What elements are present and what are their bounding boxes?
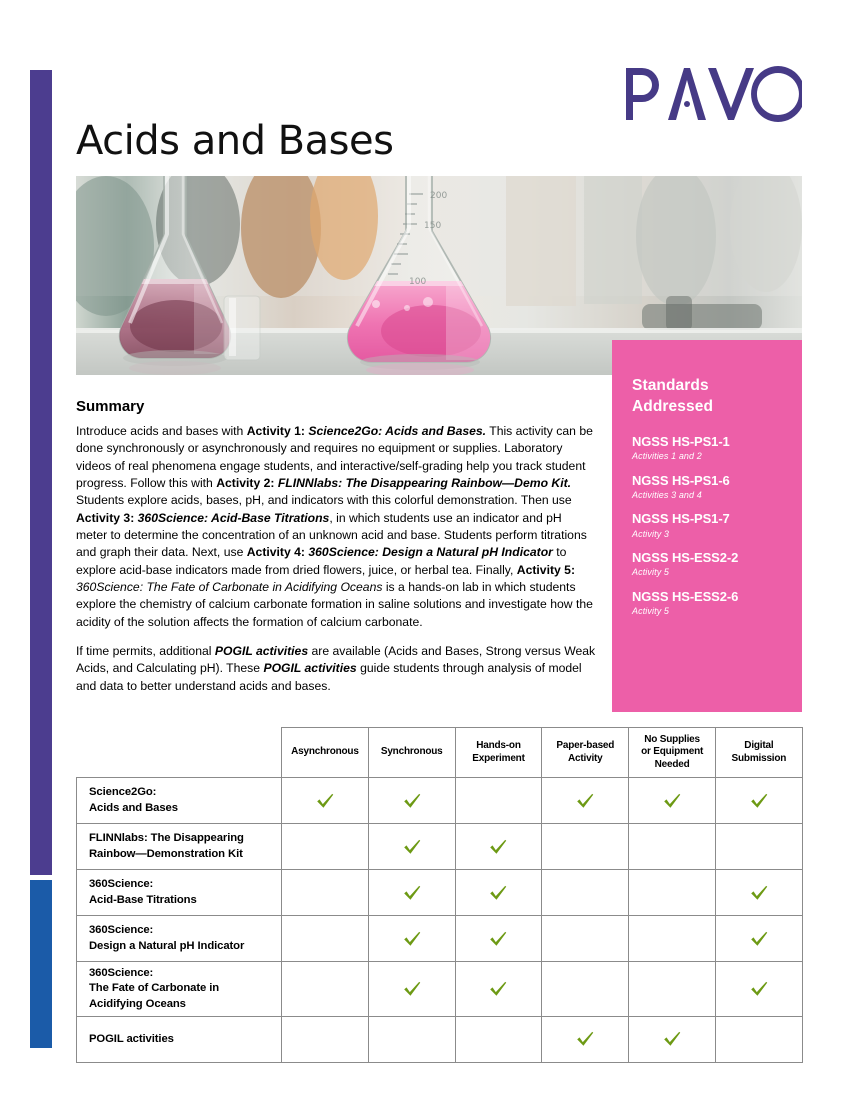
table-row: [77, 824, 803, 870]
check-icon: [401, 882, 423, 904]
header-line: Activity: [568, 752, 603, 764]
summary-heading: Summary: [76, 398, 145, 415]
check-icon: [661, 1028, 683, 1050]
pavo-logo-wordmark: [624, 64, 802, 124]
check-icon: [748, 882, 770, 904]
row-label-line: 360Science:: [89, 967, 154, 979]
matrix-cell-empty: [455, 1016, 542, 1062]
matrix-cell-empty: [542, 870, 629, 916]
standard-item-5: [632, 589, 802, 619]
matrix-cell-checked: [715, 870, 802, 916]
check-icon: [401, 836, 423, 858]
svg-text:150: 150: [424, 221, 442, 231]
summary-bold-italic: POGIL activities: [214, 643, 309, 658]
matrix-cell-empty: [542, 916, 629, 962]
matrix-cell-checked: [715, 778, 802, 824]
check-icon: [661, 790, 683, 812]
standard-code: NGSS HS-PS1-7: [632, 511, 730, 527]
summary-bold-italic: 360Science: Acid-Base Titrations: [137, 510, 330, 525]
matrix-cell-checked: [368, 778, 455, 824]
standards-title-line2: Addressed: [632, 397, 714, 415]
summary-bold: Activity 4:: [246, 545, 309, 560]
check-icon: [574, 1028, 596, 1050]
matrix-row-label: [77, 870, 282, 916]
pavo-logo: [624, 64, 802, 133]
sidebar-accent-bar-blue: [30, 880, 52, 1048]
header-line: or Equipment: [641, 746, 704, 758]
matrix-cell-checked: [282, 778, 369, 824]
summary-text: are available (Acids and Bases, Strong versus Weak Acids, and Calculating pH). These: [76, 643, 596, 676]
check-icon: [574, 790, 596, 812]
header-line: Asynchronous: [291, 746, 359, 758]
row-label-line: 360Science:: [89, 878, 154, 891]
matrix-cell-empty: [715, 824, 802, 870]
matrix-cell-empty: [282, 870, 369, 916]
matrix-cell-checked: [368, 870, 455, 916]
matrix-cell-empty: [282, 916, 369, 962]
summary-text: Students explore acids, bases, pH, and indicators with this colorful demonstration. Then use: [76, 493, 572, 508]
summary-bold-italic: FLINNlabs: The Disappearing Rainbow—Demo Kit.: [277, 475, 572, 490]
row-label-line: Acidifying Oceans: [89, 997, 186, 1010]
matrix-cell-checked: [715, 962, 802, 1017]
header-line: No Supplies: [644, 733, 700, 745]
matrix-cell-checked: [455, 824, 542, 870]
table-row: [77, 962, 803, 1017]
standard-item-1: [632, 434, 802, 464]
check-icon: [748, 978, 770, 1000]
table-row: [77, 870, 803, 916]
table-row: [77, 1016, 803, 1062]
svg-text:100: 100: [409, 277, 427, 287]
standard-note: Activities 3 and 4: [632, 489, 702, 500]
standards-panel-title: [632, 376, 802, 418]
row-label-line: Acids and Bases: [89, 801, 178, 814]
header-line: Paper-based: [556, 740, 615, 751]
standard-code: NGSS HS-PS1-1: [632, 433, 730, 449]
summary-text: This activity can be done synchronously or asynchronously and requires no equipment or supplies. Laboratory videos of real phenomena engage students, and interactive/self-grading help you track student progress. Follow this with: [76, 424, 593, 490]
summary-bold-italic: POGIL activities: [263, 661, 357, 676]
standard-note: Activities 1 and 2: [632, 451, 702, 462]
summary-bold-italic: 360Science: Design a Natural pH Indicator: [308, 545, 553, 560]
matrix-header: [77, 728, 803, 778]
matrix-cell-checked: [715, 916, 802, 962]
header-line: Hands-on: [476, 740, 521, 751]
check-icon: [487, 928, 509, 950]
summary-italic: 360Science: The Fate of Carbonate in Acidifying Oceans: [76, 579, 383, 594]
svg-text:200: 200: [430, 191, 448, 201]
check-icon: [401, 978, 423, 1000]
matrix-cell-empty: [542, 962, 629, 1017]
summary-bold: Activity 1:: [246, 424, 309, 438]
row-label-line: FLINNlabs: The Disappearing: [89, 832, 244, 845]
matrix-cell-empty: [629, 870, 716, 916]
matrix-header-row: [77, 728, 803, 778]
summary-text: Introduce acids and bases with: [76, 424, 247, 438]
matrix-cell-checked: [368, 962, 455, 1017]
matrix-cell-empty: [455, 778, 542, 824]
matrix-cell-checked: [629, 778, 716, 824]
standard-code: NGSS HS-ESS2-2: [632, 550, 739, 566]
check-icon: [487, 836, 509, 858]
matrix-column-header-hands-on-experiment: [455, 728, 542, 778]
summary-bold: Activity 5:: [516, 562, 576, 577]
check-icon: [487, 882, 509, 904]
check-icon: [401, 928, 423, 950]
matrix-row-label: [77, 962, 282, 1017]
summary-paragraph-1: [76, 423, 596, 631]
check-icon: [314, 790, 336, 812]
activity-matrix-table: [76, 727, 803, 1063]
matrix-cell-checked: [368, 824, 455, 870]
summary-paragraph-2: [76, 643, 596, 695]
summary-bold: Activity 3:: [76, 510, 138, 525]
row-label-line: Rainbow—Demonstration Kit: [89, 847, 243, 860]
matrix-cell-empty: [368, 1016, 455, 1062]
matrix-column-header-no-supplies-needed: [629, 728, 716, 778]
summary-section: [76, 398, 596, 707]
matrix-cell-empty: [715, 1016, 802, 1062]
standards-panel: [612, 340, 802, 712]
matrix-cell-checked: [368, 916, 455, 962]
summary-text: to explore acid-base indicators made from dried flowers, juice, or herbal tea. Finally,: [76, 545, 567, 577]
matrix-row-label: [77, 824, 282, 870]
matrix-cell-checked: [629, 1016, 716, 1062]
summary-text: If time permits, additional: [76, 643, 215, 658]
matrix-row-label: [77, 1016, 282, 1062]
standard-code: NGSS HS-ESS2-6: [632, 588, 739, 604]
standard-item-3: [632, 511, 802, 541]
check-icon: [748, 928, 770, 950]
matrix-column-header-digital-submission: [715, 728, 802, 778]
matrix-cell-empty: [542, 824, 629, 870]
header-line: Digital: [744, 740, 774, 751]
standards-title-line1: Standards: [632, 377, 709, 394]
matrix-column-header-paper-based-activity: [542, 728, 629, 778]
table-row: [77, 916, 803, 962]
matrix-cell-checked: [455, 870, 542, 916]
matrix-row-label: [77, 778, 282, 824]
matrix-cell-checked: [542, 778, 629, 824]
row-label-line: POGIL activities: [89, 1032, 174, 1045]
standard-item-4: [632, 550, 802, 580]
matrix-row-label: [77, 916, 282, 962]
matrix-cell-empty: [629, 962, 716, 1017]
matrix-header-blank: [77, 728, 282, 778]
check-icon: [748, 790, 770, 812]
matrix-column-header-synchronous: [368, 728, 455, 778]
summary-text: is a hands-on lab in which students explore the chemistry of calcium carbonate formation in saline solutions and investigate how the acidity of the solution affects the formation of calcium carbonate.: [76, 579, 593, 629]
header-line: Experiment: [472, 752, 525, 764]
header-line: Needed: [654, 758, 690, 770]
header-line: Synchronous: [380, 746, 443, 758]
row-label-line: Design a Natural pH Indicator: [89, 939, 245, 952]
matrix-cell-checked: [455, 916, 542, 962]
summary-bold-italic: Science2Go: Acids and Bases.: [308, 424, 487, 438]
page-title: Acids and Bases: [76, 118, 394, 164]
matrix-cell-empty: [282, 824, 369, 870]
row-label-line: Acid-Base Titrations: [89, 893, 197, 906]
table-row: [77, 778, 803, 824]
matrix-cell-checked: [542, 1016, 629, 1062]
summary-bold: Activity 2:: [216, 475, 278, 490]
summary-text: guide students through analysis of model and data to better understand acids and bases.: [76, 661, 582, 693]
matrix-cell-empty: [282, 962, 369, 1017]
summary-text: , in which students use an indicator and pH meter to determine the concentration of an unknown acid and base. Students perform titrations and graph their data. Next, use: [76, 510, 587, 560]
standard-note: Activity 3: [632, 528, 670, 539]
standard-code: NGSS HS-PS1-6: [632, 472, 730, 488]
matrix-cell-empty: [629, 916, 716, 962]
row-label-line: Science2Go:: [89, 786, 157, 799]
matrix-column-header-asynchronous: [282, 728, 369, 778]
matrix-cell-empty: [282, 1016, 369, 1062]
standard-item-2: [632, 473, 802, 503]
matrix-body: [77, 778, 803, 1063]
row-label-line: The Fate of Carbonate in: [89, 982, 220, 995]
standard-note: Activity 5: [632, 567, 670, 578]
header-line: Submission: [731, 752, 787, 764]
matrix-cell-empty: [629, 824, 716, 870]
matrix-cell-checked: [455, 962, 542, 1017]
standard-note: Activity 5: [632, 606, 670, 617]
row-label-line: 360Science:: [89, 924, 154, 937]
check-icon: [487, 978, 509, 1000]
sidebar-accent-bar-purple: [30, 70, 52, 875]
check-icon: [401, 790, 423, 812]
